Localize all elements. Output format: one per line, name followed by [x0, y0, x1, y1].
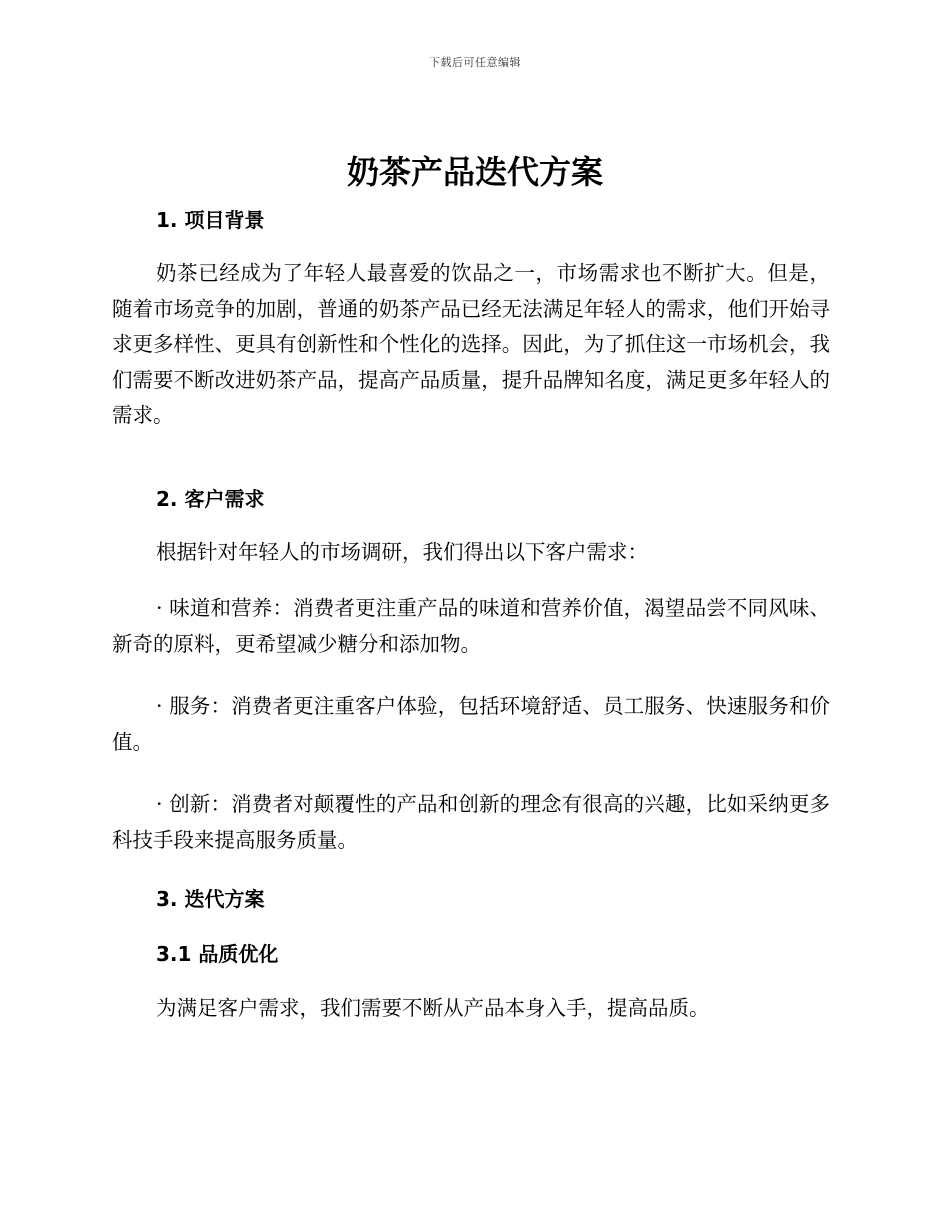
- section-heading-background: 1. 项目背景: [156, 208, 265, 232]
- customer-need-item-taste: · 味道和营养：消费者更注重产品的味道和营养价值，渴望品尝不同风味、新奇的原料，更希望减少糖分和添加物。: [112, 596, 830, 656]
- background-paragraph: 奶茶已经成为了年轻人最喜爱的饮品之一，市场需求也不断扩大。但是，随着市场竞争的加剧，普通的奶茶产品已经无法满足年轻人的需求，他们开始寻求更多样性、更具有创新性和个性化的选择。因此，为了抓住这一市场机会，我们需要不断改进奶茶产品，提高产品质量，提升品牌知名度，满足更多年轻人的需求。: [112, 261, 830, 427]
- section-heading-customer-needs: 2. 客户需求: [156, 487, 265, 511]
- sub-heading-quality: 3.1 品质优化: [156, 942, 279, 966]
- quality-paragraph: 为满足客户需求，我们需要不断从产品本身入手，提高品质。: [156, 996, 710, 1020]
- customer-need-item-service: · 服务：消费者更注重客户体验，包括环境舒适、员工服务、快速服务和价值。: [112, 694, 830, 754]
- document-title: 奶茶产品迭代方案: [346, 153, 603, 191]
- customer-needs-intro: 根据针对年轻人的市场调研，我们得出以下客户需求：: [156, 540, 648, 564]
- customer-need-item-innovation: · 创新：消费者对颠覆性的产品和创新的理念有很高的兴趣，比如采纳更多科技手段来提高服务质量。: [112, 792, 830, 852]
- header-note: 下载后可任意编辑: [429, 56, 521, 69]
- section-heading-iteration-plan: 3. 迭代方案: [156, 887, 265, 911]
